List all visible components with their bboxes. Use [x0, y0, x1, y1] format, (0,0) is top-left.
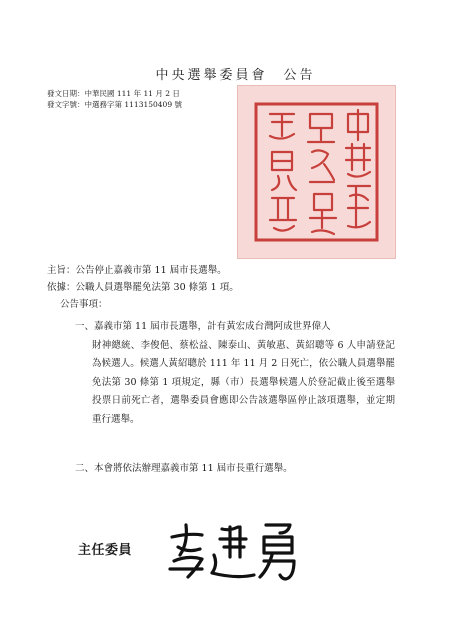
item-2: 二、本會將依法辦理嘉義市第 11 屆市長重行選舉。: [75, 463, 293, 474]
issue-date: 發文日期：中華民國 111 年 11 月 2 日: [47, 89, 180, 98]
announcement-title: 中央選舉委員會 公告: [155, 68, 316, 83]
issue-number: 發文字號：中選務字第 1113150409 號: [47, 100, 182, 109]
handwritten-signature: [160, 515, 310, 589]
item-1-continuation: 財神總統、李俊俋、蔡松益、陳泰山、黃敏惠、黃紹聰等 6 人申請登記為候選人。候選人黃紹聰於 111 年 11 月 2 日死亡，依公職人員選舉罷免法第 30 條第 1 項規定，縣（市）長選舉候選人於登記截止後至選舉投票日前死亡者，選舉委員會應即公告該選舉區停止該項選舉，並定期重行選舉。: [92, 339, 395, 425]
item-1: [75, 318, 395, 429]
subject-line: 主旨：公告停止嘉義市第 11 屆市長選舉。: [47, 265, 227, 276]
items-heading: 公告事項：: [60, 299, 108, 310]
official-seal: [237, 85, 396, 259]
signatory-title: 主任委員: [78, 543, 133, 558]
item-1-first-line: 一、嘉義市第 11 屆市長選舉，計有黃宏成台灣阿成世界偉人: [75, 321, 331, 332]
basis-line: 依據：公職人員選舉罷免法第 30 條第 1 項。: [47, 282, 239, 293]
